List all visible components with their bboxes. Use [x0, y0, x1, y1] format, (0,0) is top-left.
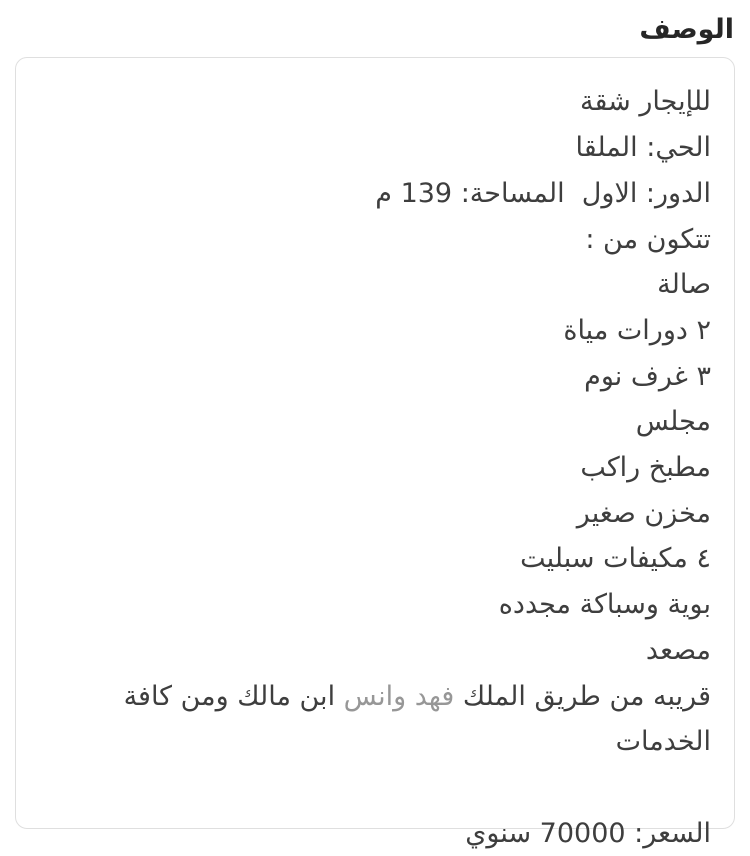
description-line: صالة [657, 269, 711, 301]
description-line: للإيجار شقة [580, 86, 711, 118]
description-line: الدور: الاول المساحة: 139 م [375, 177, 711, 209]
description-line: مخزن صغير [576, 497, 711, 529]
description-line: ٤ مكيفات سبليت [520, 543, 711, 575]
description-card [15, 57, 735, 849]
description-line: ٣ غرف نوم [584, 360, 711, 392]
description-line: قريبه من طريق الملك فهد وانس ابن مالك ومن كافة الخدمات [114, 680, 711, 758]
description-line: الحي: الملقا [575, 132, 711, 164]
description-line: مجلس [635, 406, 711, 438]
description-line [39, 765, 711, 811]
description-line: ٢ دورات مياة [563, 314, 711, 346]
faded-text-segment: فهد وانس [343, 680, 455, 712]
description-section-title: الوصف [639, 14, 734, 45]
description-line: مطبخ راكب [580, 452, 711, 484]
description-text [39, 79, 711, 856]
description-line: السعر: 70000 سنوي [465, 817, 711, 849]
description-line: تتكون من : [585, 223, 711, 255]
description-line: مصعد [645, 634, 711, 666]
description-line: بوية وسباكة مجدده [498, 589, 711, 621]
